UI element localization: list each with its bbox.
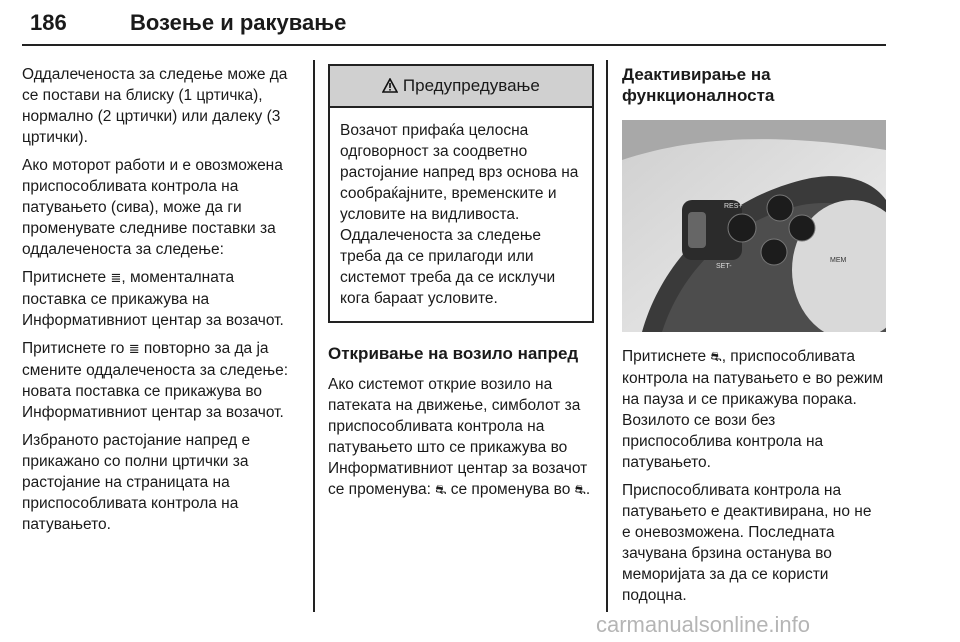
gap-icon: ≣ [110,271,122,286]
paragraph-press-gap: Притиснете ≣, моменталната поставка се прикажува на Информативниот центар за возачот. [22,269,284,329]
column-middle [328,64,594,508]
paragraph-vehicle-detected: Ако системот открие возило на патеката на движење, симболот за приспособливата контрола на патувањето што се прикажува во Информативниот центар за возачот се променува: ⛐ се променува во ⛐. [328,376,591,498]
mem-label: MEM [830,257,847,264]
page-header [20,10,940,44]
column-right [622,64,884,613]
column-divider-2 [606,60,608,612]
warning-triangle-icon [382,78,398,93]
paragraph-press-gap-again: Притиснете го ≣ повторно за да ја смените оддалеченоста за следење: новата поставка се прикажува во Информативниот центар за возачот. [22,340,289,421]
column-left [22,64,302,542]
chapter-title: Возење и ракување [130,10,347,35]
paragraph-following-distance: Оддалеченоста за следење може да се постави на блиску (1 цртичка), нормално (2 цртички) или далеку (3 цртички). [22,66,288,146]
watermark: carmanualsonline.info [596,612,811,637]
paragraph-settings-intro: Ако моторот работи и е овозможена приспособливата контрола на патувањето (сива), може да ги променувате следниве поставки за оддалеченоста за следење: [22,157,283,258]
column-divider-1 [313,60,315,612]
acc-icon: ⛐ [710,350,722,365]
warning-body: Возачот прифаќа целосна одговорност за соодветно растојание напред врз основа на сообраќајните, временските и условите на видливоста. Оддалеченоста за следење треба да се прилагоди или системот треба да се исклучи кога бараат условите. [340,122,579,307]
paragraph-selected-distance: Избраното растојание напред е прикажано со полни цртички за растојание на страницата на приспособливата контрола на патувањето. [22,432,251,533]
page-number: 186 [30,10,67,35]
acc-symbol-icon: ⛐ [435,483,447,498]
section-vehicle-ahead [328,343,594,501]
paragraph-deactivated: Приспособливата контрола на патувањето е деактивирана, но не е оневозможена. Последната зачувана брзина останува во меморијата за да се користи подоцна. [622,482,872,604]
section-heading-deactivate: Деактивирање на функционалноста [622,65,775,105]
section-heading: Откривање на возило напред [328,344,579,363]
gap-icon: ≣ [128,342,140,357]
paragraph-press-acc: Притиснете ⛐, приспособливата контрола на патувањето е во режим на пауза и се прикажува порака. Возилото се вози без приспособлива контрола на патувањето. [622,348,884,471]
vehicle-ahead-icon: ⛐ [574,483,586,498]
res-label: RES+ [724,203,743,210]
header-rule [22,44,886,46]
warning-box [328,64,594,323]
set-label: SET- [716,263,732,270]
warning-title: Предупредување [330,66,592,108]
steering-wheel-photo [622,120,886,332]
